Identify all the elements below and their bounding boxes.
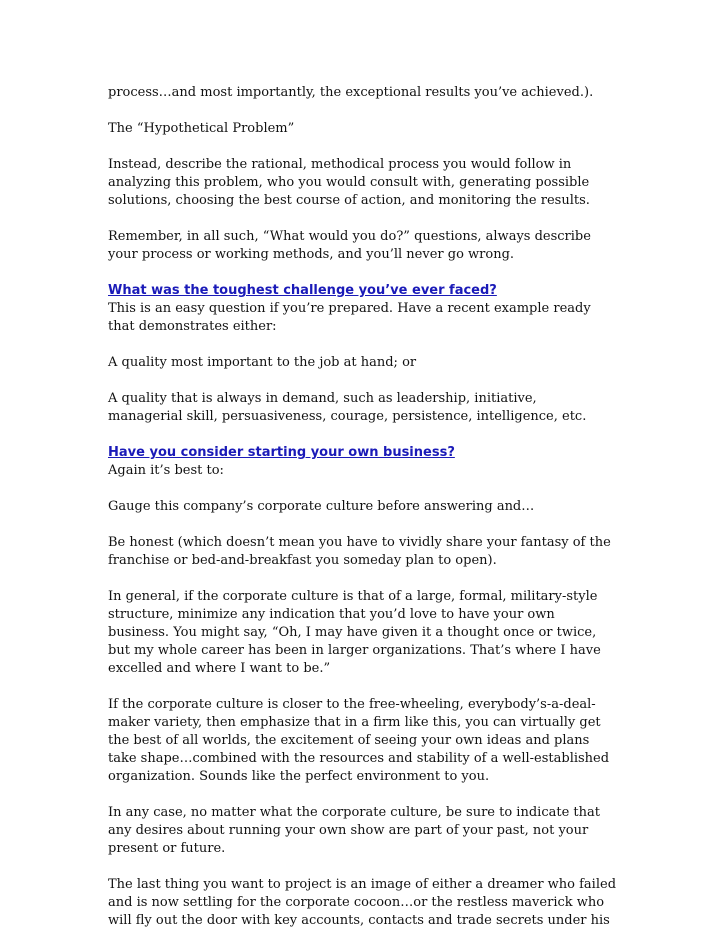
text-line: analyzing this problem, who you would consult with, generating possible [108,175,590,190]
text-line: but my whole career has been in larger organizations. That’s where I have [108,643,601,658]
question-heading: What was the toughest challenge you’ve ever faced? [108,283,497,298]
text-line: The last thing you want to project is an image of either a dreamer who failed [108,877,617,892]
text-line: excelled and where I want to be.” [108,661,331,676]
paragraph [108,462,623,480]
text-line: that demonstrates either: [108,319,277,334]
text-line: This is an easy question if you’re prepared. Have a recent example ready [108,301,591,316]
text-line: process…and most importantly, the exceptional results you’ve achieved.). [108,85,594,100]
paragraph [108,876,623,930]
text-line: take shape…combined with the resources and stability of a well-established [108,751,610,766]
text-line: present or future. [108,841,226,856]
text-line: A quality most important to the job at hand; or [108,355,417,370]
question-heading: Have you consider starting your own business? [108,445,455,460]
text-line: Remember, in all such, “What would you do?” questions, always describe [108,229,591,244]
text-line: franchise or bed-and-breakfast you someday plan to open). [108,553,497,568]
text-line: In any case, no matter what the corporate culture, be sure to indicate that [108,805,600,820]
text-line: managerial skill, persuasiveness, courage, persistence, intelligence, etc. [108,409,587,424]
text-line: Instead, describe the rational, methodical process you would follow in [108,157,572,172]
paragraph [108,354,623,372]
paragraph [108,588,623,678]
text-line: any desires about running your own show are part of your past, not your [108,823,589,838]
text-line: Again it’s best to: [108,463,224,478]
text-line: maker variety, then emphasize that in a firm like this, you can virtually get [108,715,601,730]
paragraph [108,156,623,210]
paragraph [108,390,623,426]
text-line: organization. Sounds like the perfect environment to you. [108,769,490,784]
paragraph [108,84,623,102]
text-line: your process or working methods, and you’ll never go wrong. [108,247,515,262]
paragraph [108,300,623,336]
text-line: A quality that is always in demand, such as leadership, initiative, [108,391,537,406]
paragraph [108,228,623,264]
text-line: solutions, choosing the best course of action, and monitoring the results. [108,193,590,208]
paragraph [108,804,623,858]
document-page [108,84,623,930]
text-line: The “Hypothetical Problem” [108,121,295,136]
paragraph [108,498,623,516]
section-subtitle [108,120,623,138]
text-line: business. You might say, “Oh, I may have given it a thought once or twice, [108,625,597,640]
text-line: If the corporate culture is closer to the free-wheeling, everybody’s-a-deal- [108,697,596,712]
text-line: Be honest (which doesn’t mean you have to vividly share your fantasy of the [108,535,611,550]
text-line: and is now settling for the corporate cocoon…or the restless maverick who [108,895,605,910]
paragraph [108,696,623,786]
text-line: will fly out the door with key accounts, contacts and trade secrets under his [108,913,610,928]
text-line: In general, if the corporate culture is that of a large, formal, military-style [108,589,598,604]
text-line: structure, minimize any indication that you’d love to have your own [108,607,555,622]
paragraph [108,534,623,570]
text-line: Gauge this company’s corporate culture before answering and… [108,499,535,514]
text-line: the best of all worlds, the excitement of seeing your own ideas and plans [108,733,590,748]
